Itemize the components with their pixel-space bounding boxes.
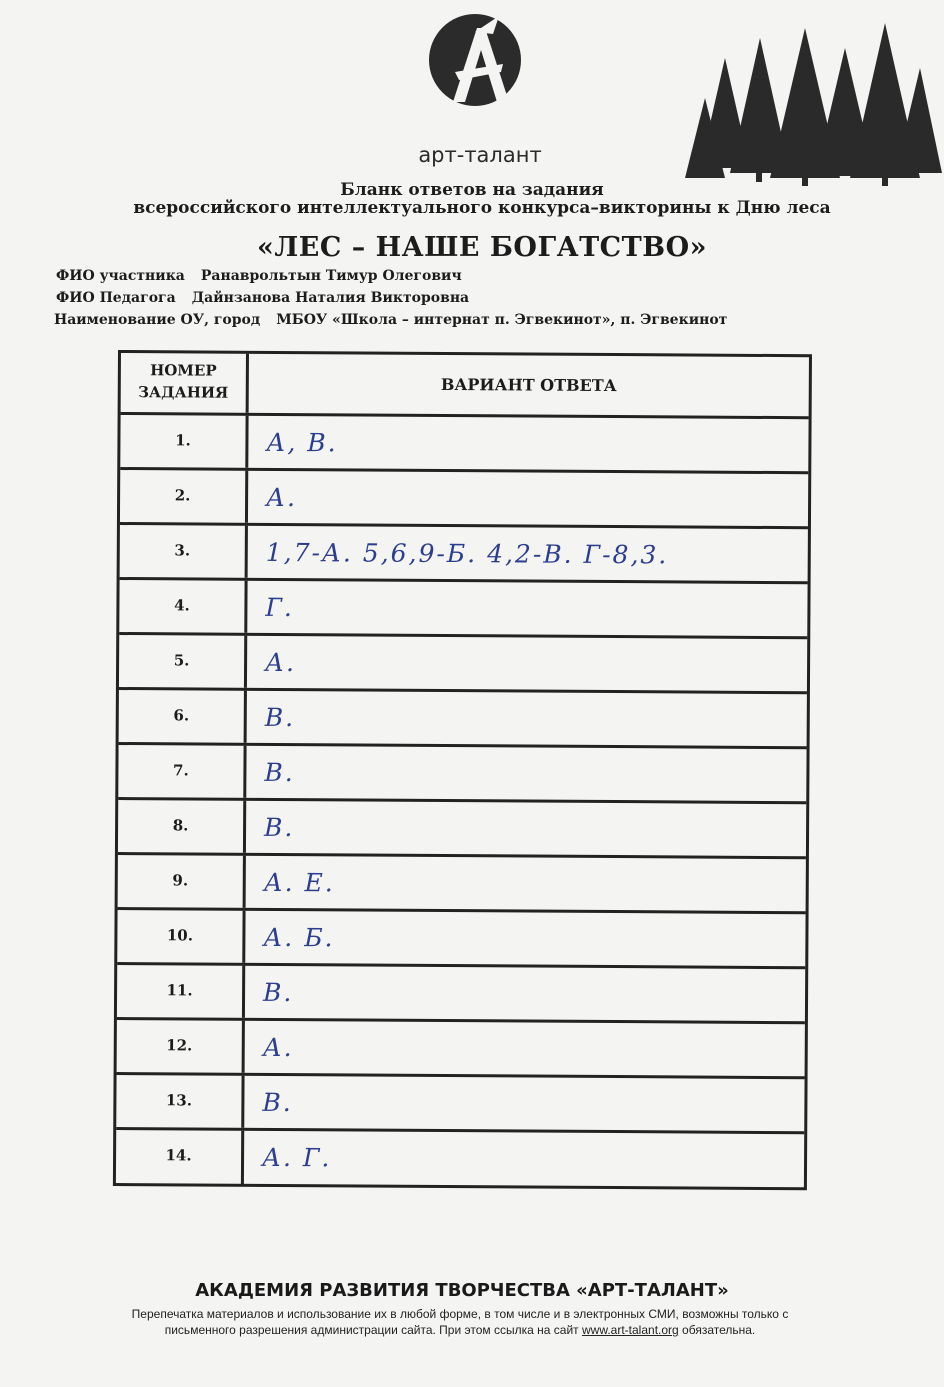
handwritten-answer: А. Г. [261, 1142, 332, 1173]
task-number: 14. [116, 1130, 244, 1186]
handwritten-answer: А. [265, 647, 297, 678]
handwritten-answer: А. [262, 1032, 294, 1063]
task-number: 12. [117, 1020, 245, 1073]
handwritten-answer: А. Б. [263, 922, 335, 953]
table-row [116, 1130, 804, 1189]
table-row [118, 855, 806, 914]
task-number: 6. [119, 690, 247, 743]
table-row [119, 580, 807, 639]
task-number: 8. [118, 800, 246, 853]
table-row [118, 745, 806, 804]
table-row [120, 525, 808, 584]
task-number: 2. [120, 470, 248, 523]
table-row [117, 910, 805, 969]
handwritten-answer: В. [264, 757, 295, 788]
handwritten-answer: В. [263, 812, 295, 843]
forest-trees-icon [680, 18, 942, 188]
task-number: 3. [120, 525, 248, 578]
table-row [117, 1020, 805, 1079]
task-number: 10. [117, 910, 245, 963]
table-row [118, 800, 806, 859]
task-number: 13. [116, 1075, 244, 1128]
column-header-number-line1: НОМЕР [150, 361, 217, 380]
handwritten-answer: А, В. [266, 427, 338, 458]
school-value: МБОУ «Школа – интернат п. Эгвекинот», п. Эгвекинот [276, 312, 728, 328]
answer-table [113, 350, 812, 1190]
contest-description: всероссийского интеллектуального конкурса–викторины к Дню леса [133, 198, 831, 218]
column-header-number [121, 353, 249, 413]
art-talant-logo-icon [425, 10, 525, 138]
column-header-answer: ВАРИАНТ ОТВЕТА [440, 374, 617, 396]
participant-label: ФИО участника [56, 268, 185, 284]
participant-value: Ранаврольтын Тимур Олегович [200, 268, 462, 284]
table-header [121, 353, 809, 419]
handwritten-answer: 1,7-А. 5,6,9-Б. 4,2-В. Г-8,3. [265, 537, 669, 570]
table-row [116, 1075, 804, 1134]
handwritten-answer: В. [262, 1087, 293, 1118]
table-row [119, 690, 807, 749]
task-number: 9. [118, 855, 246, 908]
table-row [117, 965, 805, 1024]
teacher-label: ФИО Педагога [56, 290, 176, 306]
footer-note [60, 1306, 860, 1338]
contest-title: «ЛЕС – НАШЕ БОГАТСТВО» [257, 232, 707, 263]
handwritten-answer: Г. [265, 592, 295, 623]
table-row [120, 415, 808, 474]
brand-name: арт-талант [418, 143, 542, 167]
task-number: 4. [119, 580, 247, 633]
footer-note-line2-end: обязательна. [682, 1323, 756, 1337]
footer-title: АКАДЕМИЯ РАЗВИТИЯ ТВОРЧЕСТВА «АРТ-ТАЛАНТ» [195, 1280, 729, 1301]
column-header-number-line2: ЗАДАНИЯ [138, 383, 229, 402]
footer-site-link[interactable]: www.art-talant.org [582, 1323, 679, 1337]
table-row [120, 470, 808, 529]
participant-line [56, 268, 462, 284]
footer-note-line1: Перепечатка материалов и использование их в любой форме, в том числе и в электронных СМИ, возможны только с [131, 1307, 789, 1321]
task-number: 7. [118, 745, 246, 798]
school-line [54, 312, 727, 328]
task-number: 5. [119, 635, 247, 688]
footer-note-line2: письменного разрешения администрации сайта. При этом ссылка на сайт [164, 1323, 579, 1337]
handwritten-answer: В. [262, 977, 294, 1008]
form-subtitle: Бланк ответов на задания [340, 180, 604, 200]
handwritten-answer: А. [266, 482, 298, 513]
school-label: Наименование ОУ, город [54, 312, 261, 328]
table-row [119, 635, 807, 694]
handwritten-answer: А. Е. [263, 867, 335, 898]
handwritten-answer: В. [264, 702, 296, 733]
task-number: 1. [120, 415, 248, 468]
teacher-line [56, 290, 469, 306]
teacher-value: Дайнзанова Наталия Викторовна [191, 290, 470, 306]
task-number: 11. [117, 965, 245, 1018]
